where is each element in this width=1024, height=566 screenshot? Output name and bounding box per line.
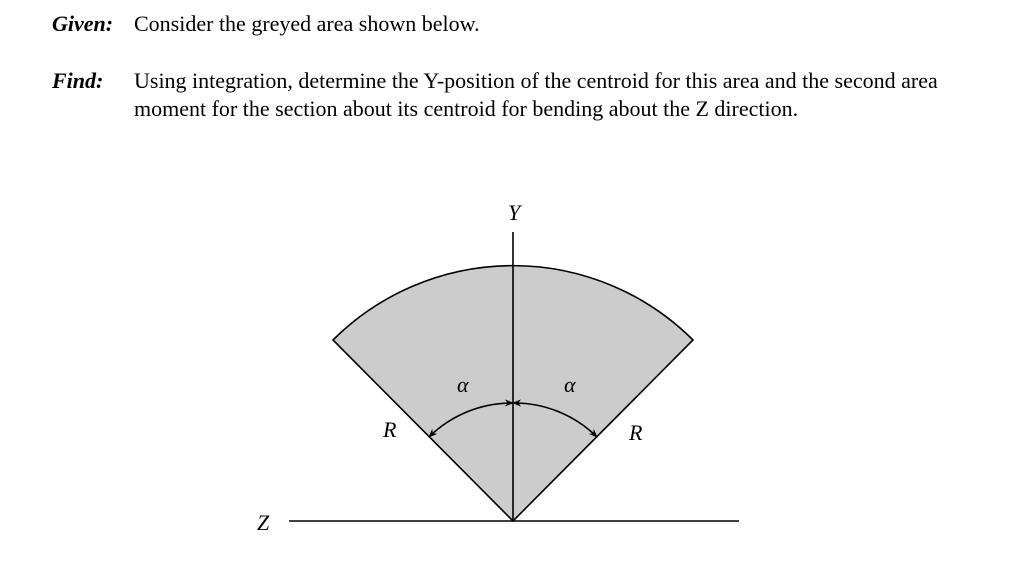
z-axis-label: Z: [257, 510, 270, 535]
y-axis-label: Y: [508, 200, 521, 225]
angle-right-label: α: [564, 372, 576, 397]
find-text: Using integration, determine the Y-position of the centroid for this area and the second area moment for the section about its centroid for bending about the Z direction.: [134, 68, 938, 121]
find-label: Find:: [52, 68, 104, 93]
radius-right-label: R: [629, 420, 643, 445]
angle-left-label: α: [457, 372, 469, 397]
given-label: Given:: [52, 11, 114, 36]
given-text: Consider the greyed area shown below.: [134, 11, 480, 36]
radius-left-label: R: [383, 417, 397, 442]
